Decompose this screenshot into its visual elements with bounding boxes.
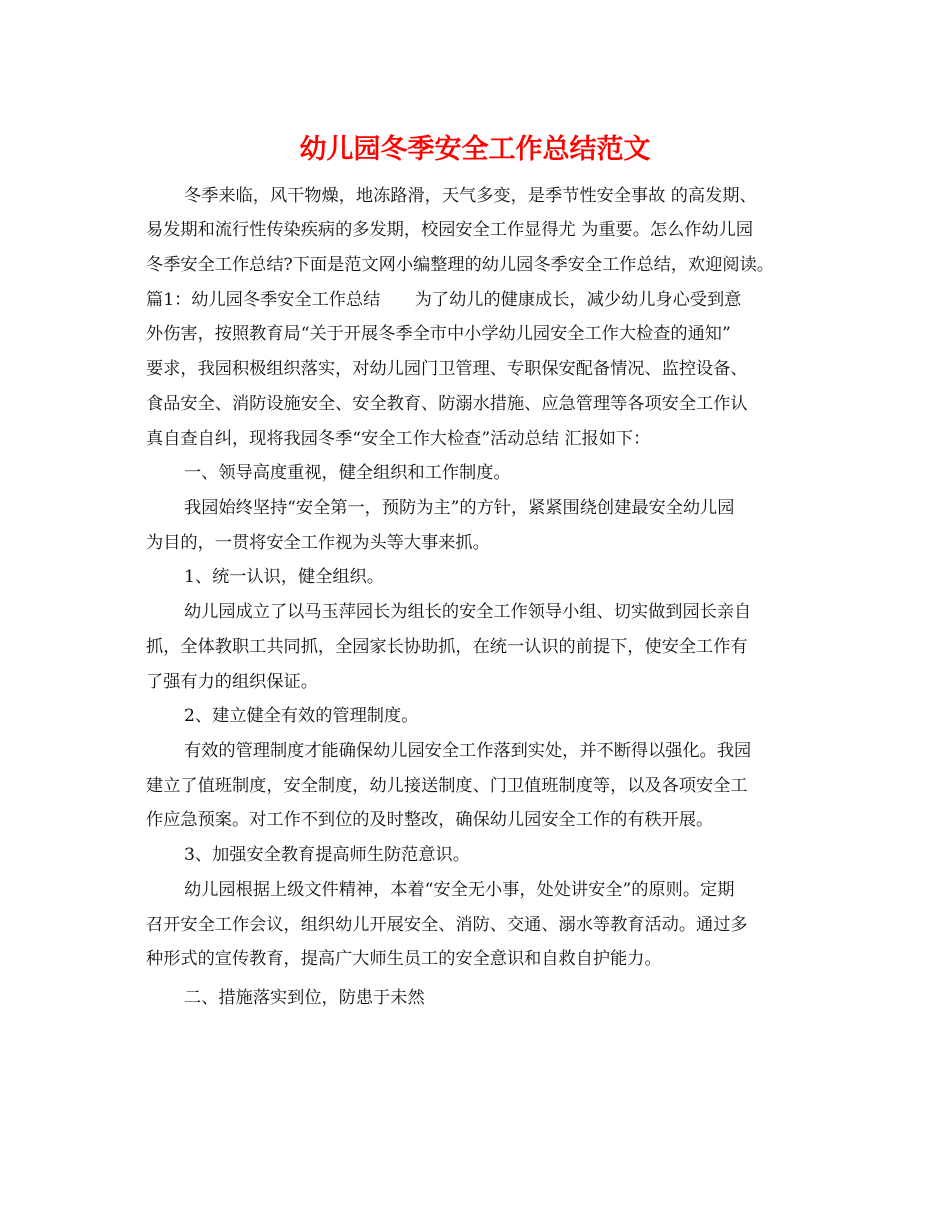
document-title: 幼儿园冬季安全工作总结范文: [299, 134, 651, 165]
section-heading: 一、领导高度重视，健全组织和工作制度。: [184, 463, 511, 483]
body-line: 外伤害，按照教育局“关于开展冬季全市中小学幼儿园安全工作大检查的通知”: [146, 324, 731, 344]
body-line: 幼儿园成立了以马玉萍园长为组长的安全工作领导小组、切实做到园长亲自: [184, 602, 752, 622]
body-line: 为目的，一贯将安全工作视为头等大事来抓。: [146, 533, 490, 553]
body-line: 种形式的宣传教育，提高广大师生员工的安全意识和自救自护能力。: [146, 949, 662, 969]
body-line: 易发期和流行性传染疾病的多发期，校园安全工作显得尤 为重要。怎么作幼儿园: [146, 220, 754, 240]
body-line: 冬季来临，风干物燥，地冻路滑，天气多变，是季节性安全事故 的高发期、: [184, 186, 757, 206]
subsection-heading: 2、建立健全有效的管理制度。: [184, 706, 419, 726]
body-line: 幼儿园根据上级文件精神，本着“安全无小事，处处讲安全”的原则。定期: [184, 880, 735, 900]
subsection-heading: 3、加强安全教育提高师生防范意识。: [184, 845, 470, 865]
body-line: 冬季安全工作总结?下面是范文网小编整理的幼儿园冬季安全工作总结，欢迎阅读。: [146, 255, 774, 275]
body-line: 食品安全、消防设施安全、安全教育、防溺水措施、应急管理等各项安全工作认: [146, 394, 748, 414]
section-heading: 二、措施落实到位，防患于未然: [184, 988, 425, 1008]
body-line: 作应急预案。对工作不到位的及时整改，确保幼儿园安全工作的有秩开展。: [146, 810, 714, 830]
body-line: 我园始终坚持“安全第一，预防为主”的方针，紧紧围绕创建最安全幼儿园: [184, 498, 735, 518]
body-line: 有效的管理制度才能确保幼儿园安全工作落到实处，并不断得以强化。我园: [184, 741, 752, 761]
body-line: 召开安全工作会议，组织幼儿开展安全、消防、交通、溺水等教育活动。通过多: [146, 915, 748, 935]
body-line: 建立了值班制度，安全制度，幼儿接送制度、门卫值班制度等，以及各项安全工: [146, 776, 748, 796]
subsection-heading: 1、统一认识，健全组织。: [184, 567, 384, 587]
body-line: 抓，全体教职工共同抓，全园家长协助抓，在统一认识的前提下，使安全工作有: [146, 637, 748, 657]
body-line: 要求，我园积极组织落实，对幼儿园门卫管理、专职保安配备情况、监控设备、: [146, 359, 748, 379]
body-line: 了强有力的组织保证。: [146, 672, 318, 692]
body-line: 真自查自纠，现将我园冬季“安全工作大检查”活动总结 汇报如下：: [146, 429, 651, 449]
body-line: 篇1：幼儿园冬季安全工作总结 为了幼儿的健康成长，减少幼儿身心受到意: [146, 290, 742, 310]
